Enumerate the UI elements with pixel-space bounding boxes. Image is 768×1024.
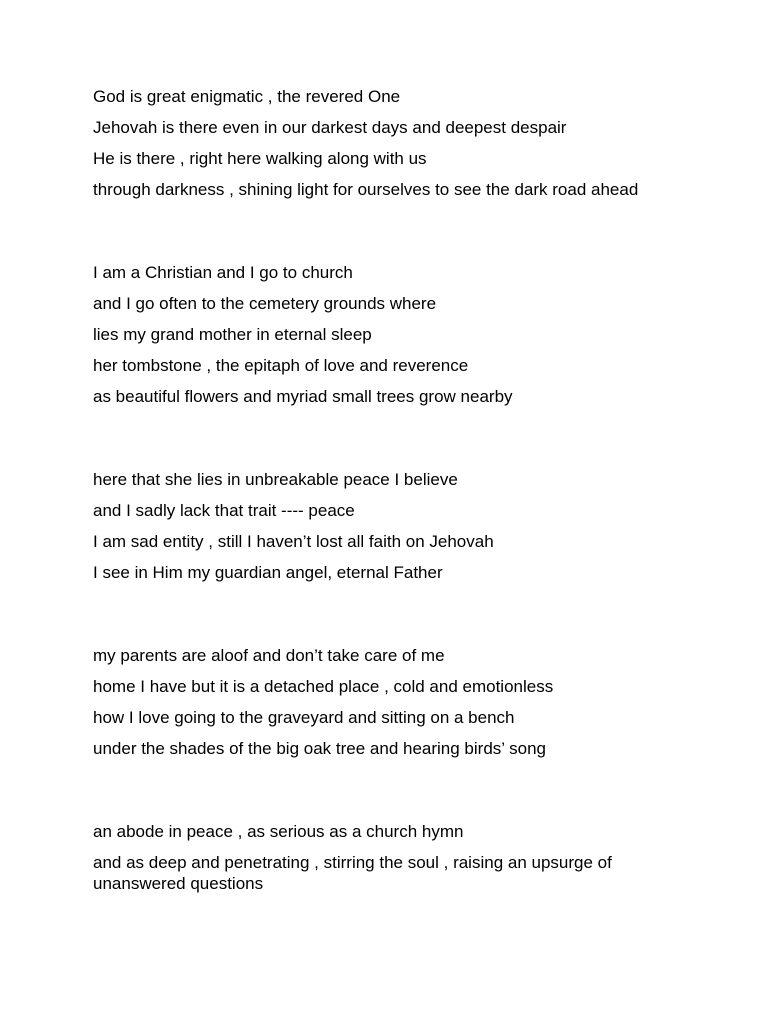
poem-line: how I love going to the graveyard and sitting on a bench [93, 708, 515, 727]
poem-line: God is great enigmatic , the revered One [93, 87, 401, 106]
poem-line: I am sad entity , still I haven’t lost all faith on Jehovah [93, 532, 494, 551]
poem-line: He is there , right here walking along with us [93, 149, 427, 168]
poem-line: here that she lies in unbreakable peace I believe [93, 470, 458, 489]
stanza [93, 86, 693, 200]
poem-line: an abode in peace , as serious as a church hymn [93, 822, 464, 841]
poem-line: and I go often to the cemetery grounds where [93, 294, 437, 313]
poem-line: her tombstone , the epitaph of love and reverence [93, 356, 469, 375]
poem-line: my parents are aloof and don’t take care of me [93, 646, 445, 665]
stanza [93, 262, 693, 407]
poem-line: under the shades of the big oak tree and hearing birds’ song [93, 739, 547, 758]
poem-line: through darkness , shining light for ourselves to see the dark road ahead [93, 180, 639, 199]
poem-line: I see in Him my guardian angel, eternal Father [93, 563, 443, 582]
poem [93, 86, 693, 956]
poem-line: as beautiful flowers and myriad small trees grow nearby [93, 387, 513, 406]
poem-line: I am a Christian and I go to church [93, 263, 353, 282]
poem-line: home I have but it is a detached place , cold and emotionless [93, 677, 554, 696]
poem-line: and as deep and penetrating , stirring the soul , raising an upsurge of unanswered questions [93, 853, 612, 893]
poem-line: and I sadly lack that trait ---- peace [93, 501, 355, 520]
stanza [93, 645, 693, 759]
poem-line: Jehovah is there even in our darkest days and deepest despair [93, 118, 567, 137]
stanza [93, 469, 693, 583]
stanza [93, 821, 693, 894]
poem-line: lies my grand mother in eternal sleep [93, 325, 372, 344]
